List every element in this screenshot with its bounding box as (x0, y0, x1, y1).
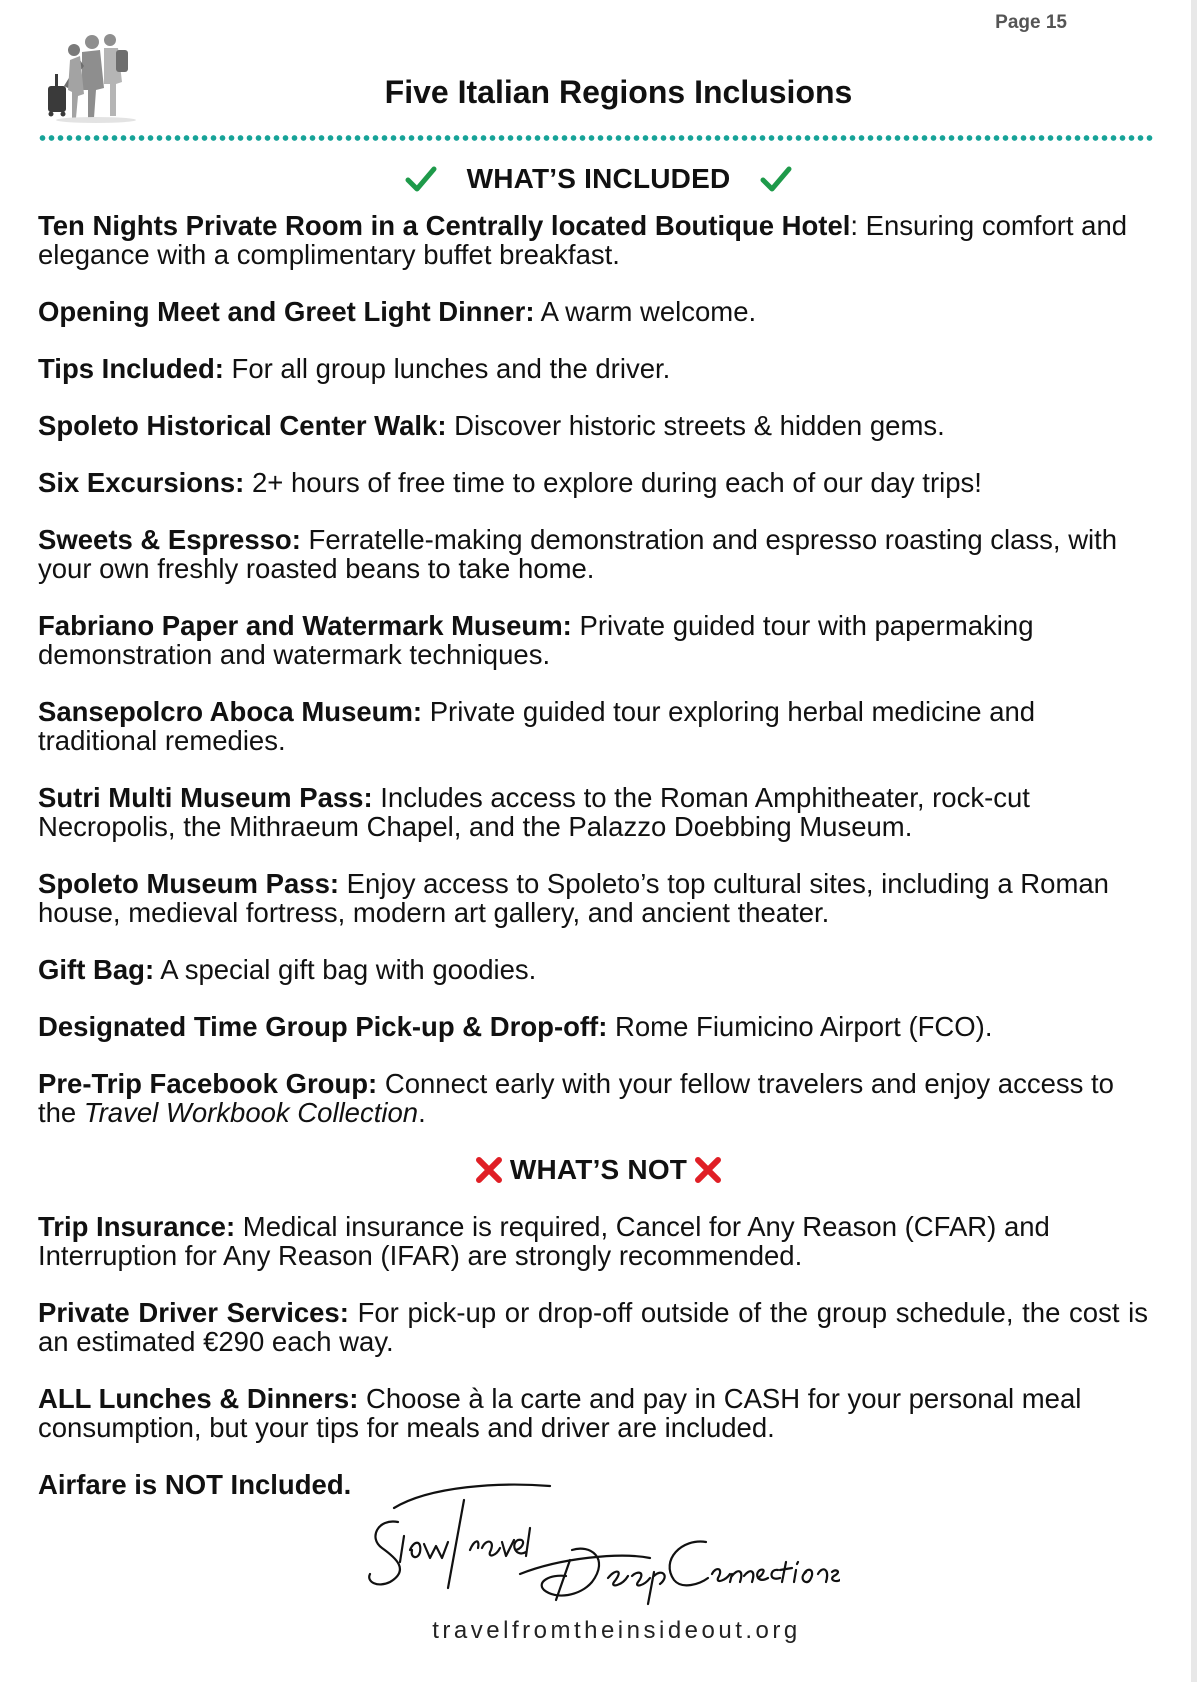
item-separator: : (850, 210, 859, 241)
item-label: Ten Nights Private Room in a Centrally located Boutique Hotel (38, 210, 851, 241)
list-item (38, 525, 1148, 583)
cross-icon (474, 1155, 504, 1185)
list-item (38, 611, 1148, 669)
list-item (38, 354, 1148, 383)
website-url: travelfromtheinsideout.org (432, 1617, 801, 1644)
cross-icon (693, 1155, 723, 1185)
item-end: . (418, 1097, 426, 1128)
list-item (38, 1012, 1148, 1041)
item-label: Spoleto Historical Center Walk: (38, 410, 447, 441)
signature-script-logo (360, 1478, 840, 1608)
item-label: Airfare is NOT Included. (38, 1469, 352, 1500)
list-item (38, 1298, 1148, 1356)
item-label: Sutri Multi Museum Pass: (38, 782, 373, 813)
list-item (38, 697, 1148, 755)
item-text: A special gift bag with goodies. (154, 954, 537, 985)
item-label: Sweets & Espresso: (38, 524, 301, 555)
item-label: Spoleto Museum Pass: (38, 868, 340, 899)
item-text: For all group lunches and the driver. (223, 353, 671, 384)
item-label: Designated Time Group Pick-up & Drop-off: (38, 1011, 608, 1042)
list-item (38, 468, 1148, 497)
list-item (38, 1384, 1148, 1442)
item-text: Discover historic streets & hidden gems. (446, 410, 945, 441)
item-text: Enjoy access to Spoleto’s top cultural sites, including a Roman house, medieval fortress, modern art gallery, and ancient theater. (38, 868, 1109, 928)
item-label: Six Excursions: (38, 467, 245, 498)
item-text: Medical insurance is required, Cancel for Any Reason (CFAR) and Interruption for Any Reason (IFAR) are strongly recommended. (38, 1211, 1050, 1271)
included-heading-text: WHAT’S INCLUDED (466, 163, 731, 194)
not-included-heading-text: WHAT’S NOT (509, 1154, 688, 1185)
document-title: Five Italian Regions Inclusions (384, 74, 853, 110)
page-number: Page 15 (995, 12, 1067, 33)
item-label: ALL Lunches & Dinners: (38, 1383, 359, 1414)
dotted-divider (38, 135, 1153, 141)
item-label: Trip Insurance: (38, 1211, 236, 1242)
list-item (38, 411, 1148, 440)
item-label: Sansepolcro Aboca Museum: (38, 696, 423, 727)
item-text: Ferratelle-making demonstration and espresso roasting class, with your own freshly roasted beans to take home. (38, 524, 1118, 584)
check-icon (405, 165, 437, 193)
item-text: Choose à la carte and pay in CASH for your personal meal consumption, but your tips for meals and driver are included. (38, 1383, 1082, 1443)
section-heading-not-included (0, 1154, 1197, 1186)
included-list (38, 211, 1148, 1155)
item-text: Connect early with your fellow travelers and enjoy access to the (38, 1068, 1114, 1128)
item-text: For pick-up or drop-off outside of the group schedule, the cost is an estimated €290 each way. (38, 1297, 1149, 1357)
item-text: Private guided tour exploring herbal medicine and traditional remedies. (38, 696, 1036, 756)
item-text: Includes access to the Roman Amphitheater, rock-cut Necropolis, the Mithraeum Chapel, and the Palazzo Doebbing Museum. (38, 782, 1030, 842)
item-label: Fabriano Paper and Watermark Museum: (38, 610, 572, 641)
list-item (38, 1212, 1148, 1270)
item-label: Pre-Trip Facebook Group: (38, 1068, 378, 1099)
item-text: Rome Fiumicino Airport (FCO). (607, 1011, 993, 1042)
check-icon (760, 165, 792, 193)
item-label: Tips Included: (38, 353, 224, 384)
list-item (38, 1069, 1148, 1127)
list-item (38, 869, 1148, 927)
item-label: Opening Meet and Greet Light Dinner: (38, 296, 535, 327)
item-text: 2+ hours of free time to explore during each of our day trips! (244, 467, 982, 498)
section-heading-included (0, 163, 1197, 195)
item-text: Ensuring comfort and elegance with a complimentary buffet breakfast. (38, 210, 1128, 270)
item-label: Gift Bag: (38, 954, 155, 985)
item-text: A warm welcome. (534, 296, 757, 327)
item-text: Private guided tour with papermaking demonstration and watermark techniques. (38, 610, 1034, 670)
list-item (38, 783, 1148, 841)
list-item (38, 297, 1148, 326)
item-label: Private Driver Services: (38, 1297, 349, 1328)
list-item (38, 211, 1148, 269)
list-item (38, 955, 1148, 984)
item-italic-text: Travel Workbook Collection (83, 1097, 419, 1128)
page-edge-shadow (1191, 0, 1197, 1682)
